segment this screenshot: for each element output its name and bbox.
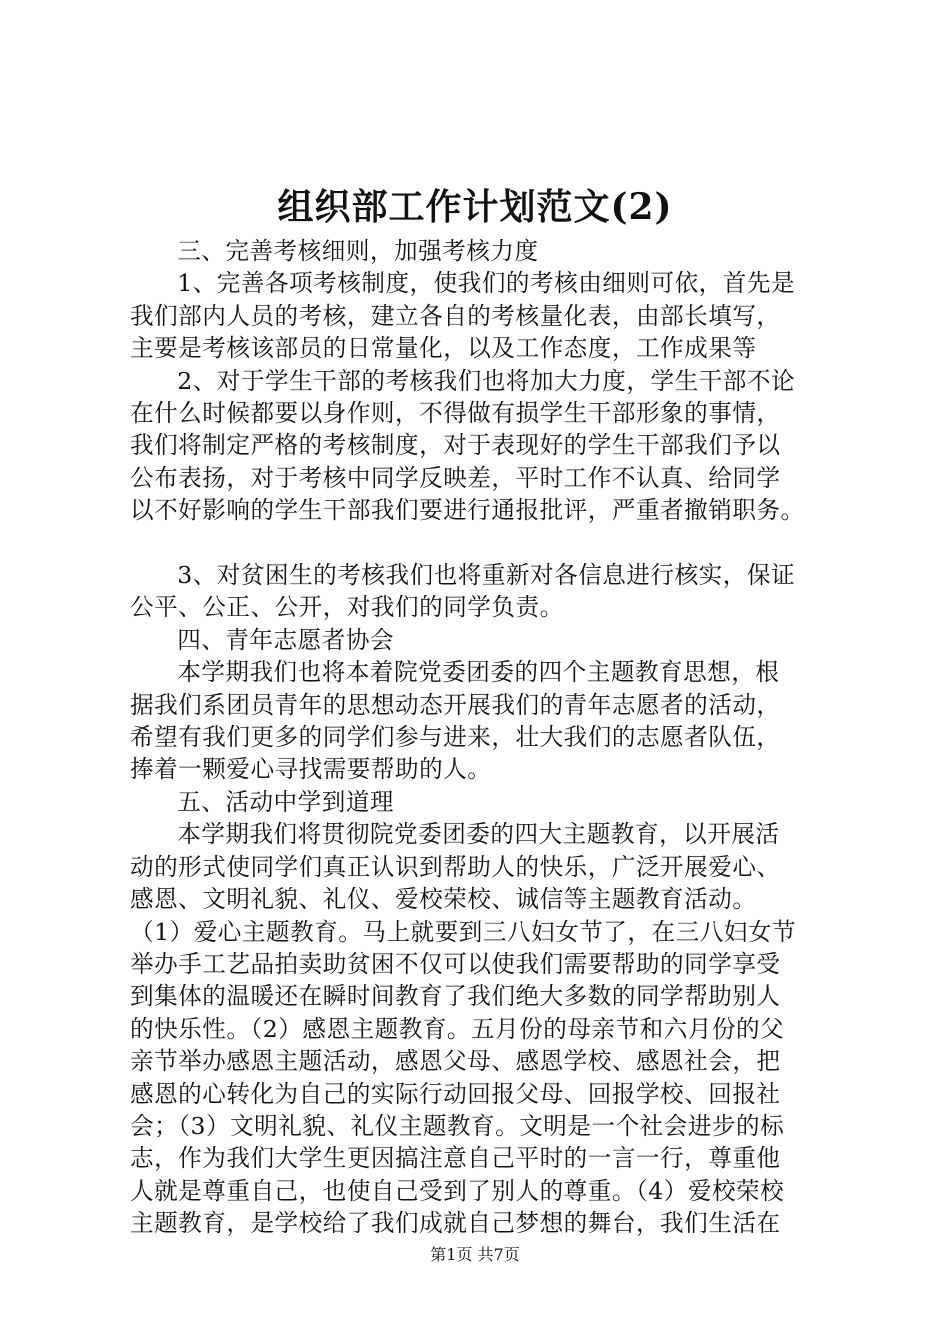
paragraph-line: 希望有我们更多的同学们参与进来，壮大我们的志愿者队伍， [130, 723, 781, 752]
blank-line [130, 527, 845, 559]
paragraph-line: 的快乐性。（2）感恩主题教育。五月份的母亲节和六月份的父 [130, 1014, 785, 1043]
heading-section-4: 四、青年志愿者协会 [177, 625, 395, 654]
document-title: 组织部工作计划范文(2) [277, 186, 673, 228]
paragraph-line: 感恩的心转化为自己的实际行动回报父母、回报学校、回报社 [130, 1079, 781, 1108]
paragraph-line: （1）爱心主题教育。马上就要到三八妇女节了，在三八妇女节 [130, 917, 797, 946]
paragraph-line: 主题教育，是学校给了我们成就自己梦想的舞台，我们生活在 [130, 1209, 781, 1238]
paragraph-line: 亲节举办感恩主题活动，感恩父母、感恩学校、感恩社会，把 [130, 1047, 781, 1076]
paragraph-line: 志，作为我们大学生更因搞注意自己平时的一言一行，尊重他 [130, 1144, 781, 1173]
paragraph-line: 以不好影响的学生干部我们要进行通报批评，严重者撤销职务。 [130, 496, 805, 525]
paragraph-line: 本学期我们也将本着院党委团委的四个主题教育思想，根 [177, 658, 780, 687]
heading-section-3: 三、完善考核细则，加强考核力度 [177, 237, 539, 265]
paragraph-line: 我们将制定严格的考核制度，对于表现好的学生干部我们予以 [130, 431, 781, 460]
paragraph-line: 1、完善各项考核制度，使我们的考核由细则可依，首先是 [177, 269, 796, 298]
paragraph-line: 我们部内人员的考核，建立各自的考核量化表，由部长填写， [130, 301, 781, 330]
paragraph-line: 感恩、文明礼貌、礼仪、爱校荣校、诚信等主题教育活动。 [130, 885, 757, 914]
document-body [130, 235, 845, 1240]
paragraph-line: 会；（3）文明礼貌、礼仪主题教育。文明是一个社会进步的标 [130, 1111, 785, 1140]
paragraph-line: 在什么时候都要以身作则，不得做有损学生干部形象的事情， [130, 399, 781, 428]
page-number-footer: 第1页 共7页 [430, 1245, 520, 1264]
paragraph-line: 公布表扬，对于考核中同学反映差，平时工作不认真、给同学 [130, 463, 781, 492]
paragraph-line: 举办手工艺品拍卖助贫困不仅可以使我们需要帮助的同学享受 [130, 949, 781, 978]
paragraph-line: 公平、公正、公开，对我们的同学负责。 [130, 593, 564, 622]
paragraph-line: 到集体的温暖还在瞬时间教育了我们绝大多数的同学帮助别人 [130, 982, 781, 1011]
paragraph-line: 本学期我们将贯彻院党委团委的四大主题教育，以开展活 [177, 820, 780, 849]
paragraph-line: 2、对于学生干部的考核我们也将加大力度，学生干部不论 [177, 366, 796, 395]
heading-section-5: 五、活动中学到道理 [177, 787, 395, 816]
paragraph-line: 3、对贫困生的考核我们也将重新对各信息进行核实，保证 [177, 561, 796, 590]
paragraph-line: 动的形式使同学们真正认识到帮助人的快乐，广泛开展爱心、 [130, 852, 781, 881]
paragraph-line: 人就是尊重自己，也使自己受到了别人的尊重。（4）爱校荣校 [130, 1176, 785, 1205]
paragraph-line: 主要是考核该部员的日常量化，以及工作态度，工作成果等 [130, 334, 757, 363]
paragraph-line: 据我们系团员青年的思想动态开展我们的青年志愿者的活动， [130, 690, 781, 719]
paragraph-line: 捧着一颗爱心寻找需要帮助的人。 [130, 755, 492, 784]
